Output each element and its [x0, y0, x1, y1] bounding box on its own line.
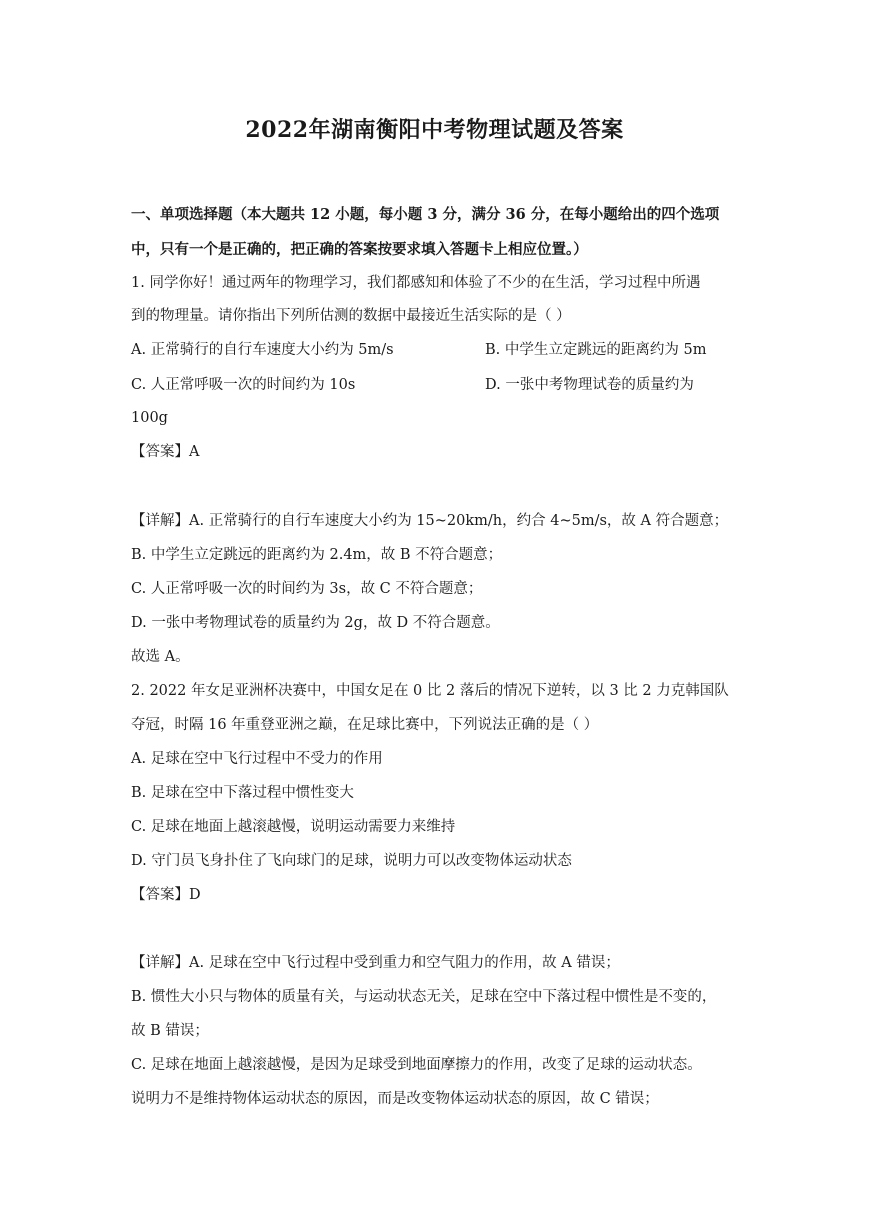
q1-stem-line-2: 到的物理量。请你指出下列所估测的数据中最接近生活实际的是（ ） [131, 308, 571, 324]
q2-option-c: C. 足球在地面上越滚越慢，说明运动需要力来维持 [131, 819, 456, 835]
q1-detail-line-2: B. 中学生立定跳远的距离约为 2.4m，故 B 不符合题意； [131, 547, 503, 563]
q2-option-b: B. 足球在空中下落过程中惯性变大 [131, 785, 354, 801]
q2-detail-line-5: 说明力不是维持物体运动状态的原因，而是改变物体运动状态的原因，故 C 错误； [131, 1091, 659, 1107]
q2-option-a: A. 足球在空中飞行过程中不受力的作用 [131, 751, 383, 767]
q2-answer: 【答案】D [131, 887, 201, 903]
q1-detail-line-1: 【详解】A. 正常骑行的自行车速度大小约为 15~20km/h，约合 4~5m/s，故 A 符合题意； [131, 513, 729, 529]
q1-conclusion: 故选 A。 [131, 649, 190, 665]
q1-detail-line-4: D. 一张中考物理试卷的质量约为 2g，故 D 不符合题意。 [131, 615, 500, 631]
q1-option-c: C. 人正常呼吸一次的时间约为 10s [131, 377, 356, 393]
q2-detail-line-1: 【详解】A. 足球在空中飞行过程中受到重力和空气阻力的作用，故 A 错误； [131, 955, 620, 971]
q1-stem-line-1: 1. 同学你好！通过两年的物理学习，我们都感知和体验了不少的在生活，学习过程中所遇 [131, 275, 701, 291]
q2-stem-line-1: 2. 2022 年女足亚洲杯决赛中，中国女足在 0 比 2 落后的情况下逆转，以 3 比 2 力克韩国队 [131, 683, 729, 699]
q2-detail-line-2: B. 惯性大小只与物体的质量有关，与运动状态无关，足球在空中下落过程中惯性是不变的， [131, 989, 717, 1005]
q1-option-d: D. 一张中考物理试卷的质量约为 [485, 377, 694, 393]
section-heading-line-1: 一、单项选择题（本大题共 12 小题，每小题 3 分，满分 36 分，在每小题给出的四个选项 [131, 206, 720, 223]
section-heading-line-2: 中，只有一个是正确的，把正确的答案按要求填入答题卡上相应位置。） [131, 241, 588, 258]
q1-option-d-continued: 100g [131, 410, 168, 426]
q1-detail-line-3: C. 人正常呼吸一次的时间约为 3s，故 C 不符合题意； [131, 581, 483, 597]
q1-answer: 【答案】A [131, 444, 200, 460]
q2-option-d: D. 守门员飞身扑住了飞向球门的足球，说明力可以改变物体运动状态 [131, 853, 572, 869]
q1-option-b: B. 中学生立定跳远的距离约为 5m [485, 342, 707, 358]
page-title: 2022年湖南衡阳中考物理试题及答案 [245, 117, 624, 143]
q2-detail-line-4: C. 足球在地面上越滚越慢，是因为足球受到地面摩擦力的作用，改变了足球的运动状态。 [131, 1057, 702, 1073]
q1-option-a: A. 正常骑行的自行车速度大小约为 5m/s [131, 342, 394, 358]
q2-stem-line-2: 夺冠，时隔 16 年重登亚洲之巅，在足球比赛中，下列说法正确的是（ ） [131, 717, 599, 733]
q2-detail-line-3: 故 B 错误； [131, 1023, 209, 1039]
